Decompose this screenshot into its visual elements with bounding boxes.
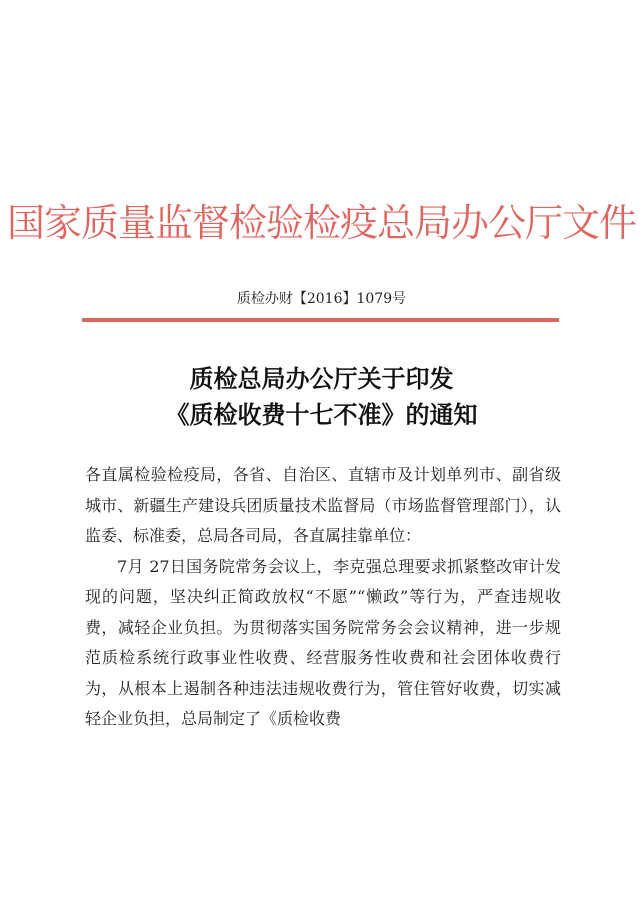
- addressees-paragraph: 各直属检验检疫局，各省、自治区、直辖市及计划单列市、副省级城市、新疆生产建设兵团质量技术监督局（市场监督管理部门），认监委、标准委，总局各司局，各直属挂靠单位：: [85, 465, 561, 545]
- body-paragraph: 7月 27日国务院常务会议上，李克强总理要求抓紧整改审计发现的问题，坚决纠正简政放权“不愿”“懒政”等行为，严查违规收费，减轻企业负担。为贯彻落实国务院常务会会议精神，进一步规范质检系统行政事业性收费、经营服务性收费和社会团体收费行为，从根本上遏制各种违法违规收费行为，管住管好收费，切实减轻企业负担，总局制定了《质检收费: [85, 556, 561, 728]
- issuer-heading: 国家质量监督检验检疫总局办公厅文件: [6, 201, 636, 245]
- red-separator-line: [82, 318, 559, 322]
- document-title-line-1: 质检总局办公厅关于印发: [189, 364, 454, 393]
- document-title-line-2: 《质检收费十七不准》的通知: [165, 400, 478, 429]
- document-number: 质检办财【2016】1079号: [236, 291, 407, 307]
- document-body: [85, 460, 561, 735]
